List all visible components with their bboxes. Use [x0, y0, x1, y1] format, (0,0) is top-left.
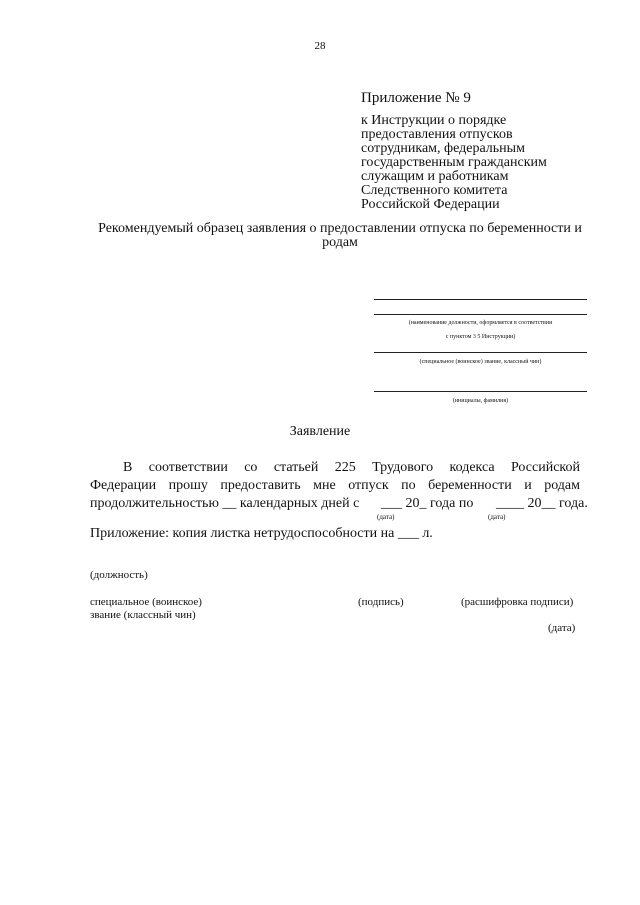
caption-position-cont: с пунктом 3 5 Инструкции) [445, 334, 516, 340]
signature-rank-line-2: звание (классный чин) [90, 609, 196, 621]
appendix-ref-line: сотрудникам, федеральным [361, 141, 525, 156]
date-caption: (дата) [377, 513, 395, 521]
statement-title: Заявление [289, 424, 351, 439]
statement-line-2 [90, 478, 580, 494]
caption-rank: (специальное (воинское) звание, классный чин) [419, 359, 542, 365]
statement-line-3b: ___ 20_ года по [381, 496, 474, 511]
signature-label: (подпись) [358, 596, 404, 608]
signature-position: (должность) [90, 569, 148, 581]
statement-line-1 [123, 460, 580, 476]
appendix-title: Приложение № 9 [361, 90, 471, 106]
appendix-ref-line: служащим и работникам [361, 169, 509, 184]
blank-line [374, 299, 587, 300]
signature-decoding: (расшифровка подписи) [461, 596, 574, 608]
statement-line-3a: продолжительностью __ календарных дней с [90, 496, 360, 511]
appendix-ref-line: государственным гражданским [361, 155, 547, 170]
date-caption: (дата) [488, 513, 506, 521]
appendix-reference [361, 114, 547, 212]
appendix-ref-line: к Инструкции о порядке [361, 113, 507, 128]
statement-text: Федерации прошу предоставить мне отпуск по беременности и родам [90, 478, 580, 493]
page-number: 28 [314, 40, 326, 52]
appendix-ref-line: Следственного комитета [361, 183, 508, 198]
blank-line [374, 391, 587, 392]
signature-date: (дата) [548, 622, 576, 634]
caption-position: (наименование должности, оформляется в соответствии [408, 320, 553, 326]
signature-rank-line-1: специальное (воинское) [90, 596, 202, 608]
appendix-ref-line: Российской Федерации [361, 197, 500, 212]
statement-line-3c: ____ 20__ года. [496, 496, 588, 511]
blank-line [374, 314, 587, 315]
blank-line [374, 352, 587, 353]
sample-title: Рекомендуемый образец заявления о предоставлении отпуска по беременности и родам [98, 221, 582, 250]
statement-text: В соответствии со статьей 225 Трудового кодекса Российской [123, 460, 580, 475]
attachment-line: Приложение: копия листка нетрудоспособности на ___ л. [90, 526, 433, 541]
caption-name: (инициалы, фамилия) [452, 398, 509, 404]
appendix-ref-line: предоставления отпусков [361, 127, 513, 142]
